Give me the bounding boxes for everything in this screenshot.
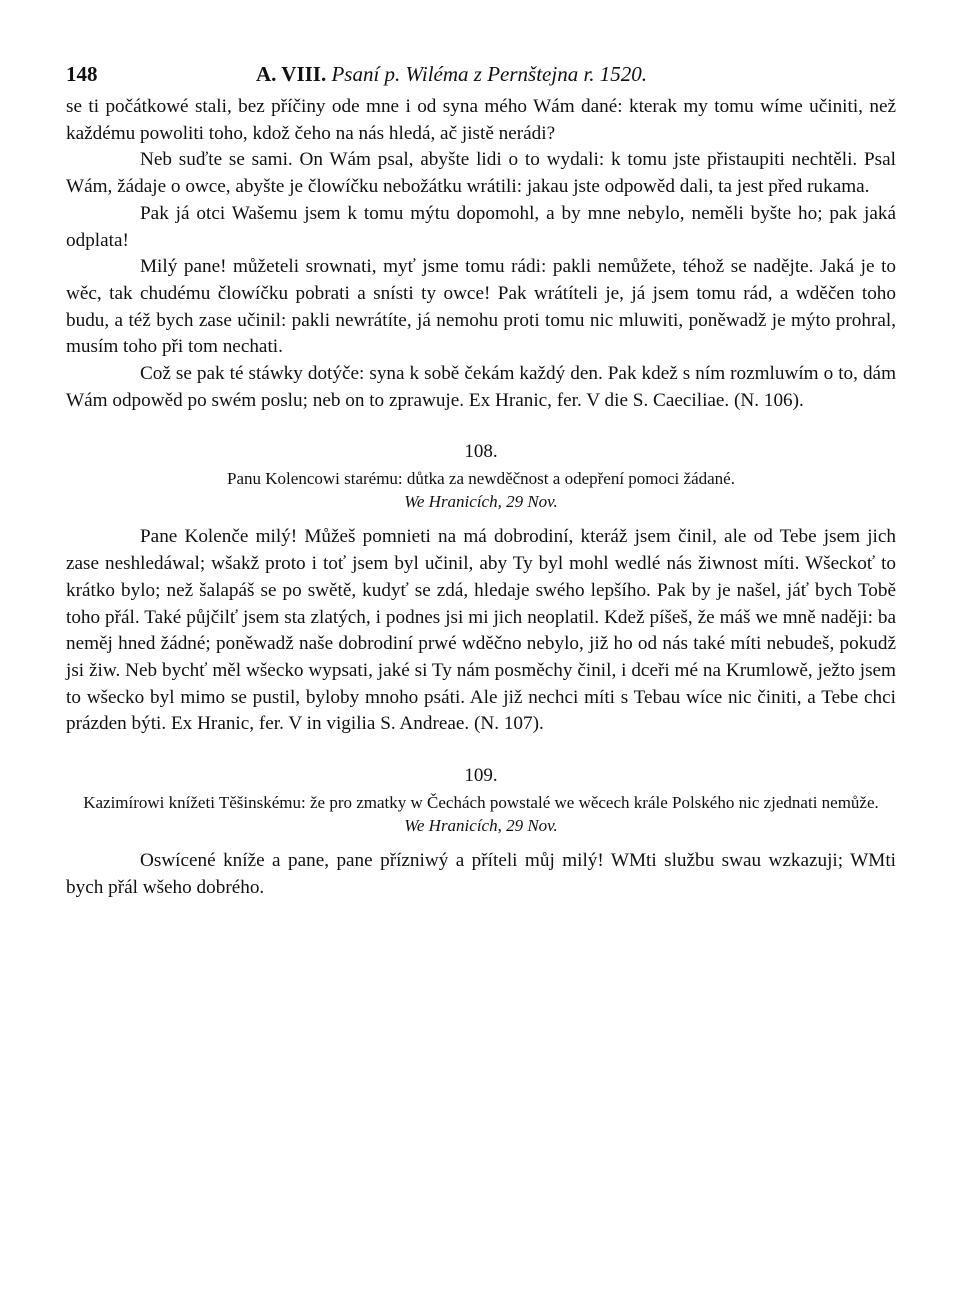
letter-continuation [66, 94, 896, 414]
paragraph: Neb suďte se sami. On Wám psal, abyšte lidi o to wydali: k tomu jste přistaupiti nechtěli. Psal Wám, žádaje o owce, abyšte je člowíčku nebožátku wrátili: jakau jste odpowěd dali, ta jest před rukama. [66, 149, 896, 198]
running-header [66, 62, 896, 94]
paragraph: Oswícené kníže a pane, pane příznіwý a příteli můj milý! WMti službu swau wzkazuji; WMti bych přál wšeho dobrého. [66, 850, 896, 898]
letter-place-date: We Hranicích, 29 Nov. [404, 492, 558, 512]
letter-body [66, 524, 896, 738]
paragraph: Milý pane! můžeteli srownati, myť jsme tomu rádi: pakli nemůžete, téhož se naděјte. Jaká je to wěc, tak chudému člowíčku pobrati a snísti ty owce! Pak wrátíteli je, já jsem tomu rád, a wděčen toho budu, a též bych zase učinil: pakli newrátíte, já nemohu proti tomu nic mluwiti, poněwadž je mýto prohral, musím toho při tom nechati. [66, 256, 896, 358]
page-number: 148 [66, 62, 98, 86]
letter-body [66, 848, 896, 901]
letter-place-date: We Hranicích, 29 Nov. [404, 816, 558, 836]
letter-number: 108. [464, 441, 498, 463]
paragraph: Pak já otci Wašemu jsem k tomu mýtu dopomohl, a by mne nebylo, neměli byšte ho; pak jaká odplata! [66, 202, 896, 251]
section-label: A. VIII. [256, 62, 327, 86]
paragraph: se ti počátkowé stali, bez příčiny ode mne i od syna mého Wám dané: kterak my tomu wíme učiniti, než každému powoliti toho, kdož čeho na nás hledá, ač jistě nerádi? [66, 96, 896, 144]
book-page [66, 62, 896, 901]
paragraph: Což se pak té stáwky dotýče: syna k sobě čekám každý den. Pak kdež s ním rozmluwím o to, dám Wám odpowěd po swém poslu; neb on to zprawuje. Ex Hranic, fer. V die S. Caeciliae. (N. 106). [66, 363, 896, 411]
paragraph: Pane Kolenče milý! Můžeš pomnieti na má dobrodiní, kteráž jsem činil, ale od Tebe jsem jich zase neshledáwal; wšakž proto i toť jsem byl učinil, aby Ty byl mohl wedlé nás žiwnost míti. Wšeckoť to krátko bylo; než šalapáš se po swětě, kudyť se zdá, hledaje swého lepšího. Pak by je našel, jáť bych Tobě toho přál. Také půjčilť jsem sta zlatých, i podnes jsi mi jich neoplatil. Kdež píšeš, že máš we mně naději: ba neměj hned žádné; poněwadž naše dobrodiní prwé wděčno nebylo, již ho od nás také míti nebudeš, pokudž jsi žiw. Neb bychť měl wšecko wypsati, jaké si Ty nám posměchy činil, i dceři mé na Krumlowě, ježto jsem to wšecko byl mimo se pustil, byloby mnoho psáti. Ale již nechci míti s Tebau wíce nic činiti, a Tebe chci prázden býti. Ex Hranic, fer. V in vigilia S. Andreae. (N. 107). [66, 526, 896, 735]
letter-heading: Panu Kolencowi starému: důtka za newděčnost a odepření pomoci žádané. [227, 469, 735, 489]
running-title: Psaní p. Wiléma z Pernštejna r. 1520. [331, 62, 648, 86]
running-title-block [256, 62, 896, 87]
letter-number: 109. [464, 765, 498, 787]
letter-heading: Kazimírowi knížeti Těšinskému: že pro zmatky w Čechách powstalé we wěcech krále Polského nic zjednati nemůže. [83, 793, 879, 813]
